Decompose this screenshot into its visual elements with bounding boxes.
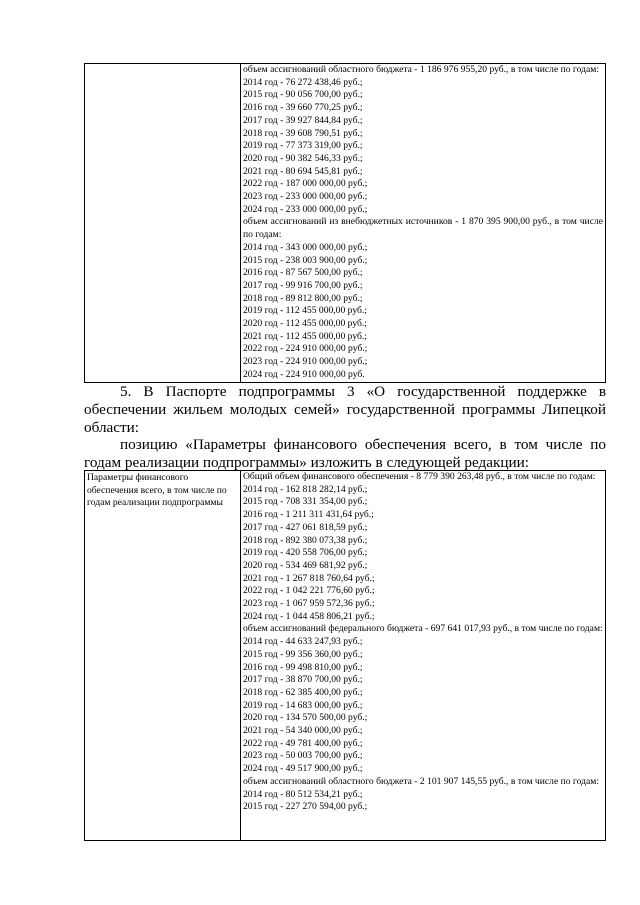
year-line: 2019 год - 420 558 706,00 руб.; [243, 547, 368, 559]
budget-summary-line: Общий объем финансового обеспечения - 8 779 390 263,48 руб., в том числе по годам: [243, 471, 596, 482]
year-line: 2022 год - 187 000 000,00 руб.; [243, 178, 368, 190]
year-line: 2014 год - 343 000 000,00 руб.; [243, 241, 368, 253]
year-line: 2024 год - 1 044 458 806,21 руб.; [243, 610, 375, 622]
year-line: 2016 год - 87 567 500,00 руб.; [243, 267, 363, 279]
year-line: 2017 год - 99 916 700,00 руб.; [243, 279, 363, 291]
amendment-paragraph: 5. В Паспорте подпрограммы 3 «О государственной поддержке в обеспечении жильем молодых семей» государственной программы Липецкой области: [84, 383, 606, 436]
year-line: 2018 год - 89 812 800,00 руб.; [243, 292, 363, 304]
year-line: 2023 год - 1 067 959 572,36 руб.; [243, 598, 375, 610]
year-line: 2019 год - 112 455 000,00 руб.; [243, 305, 367, 317]
year-line: 2014 год - 80 512 534,21 руб.; [243, 788, 363, 800]
year-line: 2015 год - 238 003 900,00 руб.; [243, 254, 368, 266]
year-line: 2023 год - 233 000 000,00 руб.; [243, 191, 368, 203]
year-line: 2021 год - 1 267 818 760,64 руб.; [243, 572, 375, 584]
year-line: 2022 год - 49 781 400,00 руб.; [243, 737, 363, 749]
year-line: 2018 год - 892 380 073,38 руб.; [243, 534, 368, 546]
table-right-cell [241, 471, 605, 840]
year-line: 2016 год - 99 498 810,00 руб.; [243, 661, 363, 673]
year-line: 2014 год - 44 633 247,93 руб.; [243, 636, 363, 648]
year-line: 2024 год - 233 000 000,00 руб.; [243, 203, 368, 215]
year-line: 2020 год - 112 455 000,00 руб.; [243, 318, 367, 330]
year-line: 2024 год - 49 517 900,00 руб.; [243, 763, 363, 775]
year-line: 2015 год - 90 056 700,00 руб.; [243, 89, 363, 101]
year-line: 2014 год - 162 818 282,14 руб.; [243, 483, 368, 495]
instruction-paragraph: позицию «Параметры финансового обеспечения всего, в том числе по годам реализации подпрограммы» изложить в следующей редакции: [84, 436, 606, 471]
budget-summary-line: объем ассигнований федерального бюджета - 697 641 017,93 руб., в том числе по годам: [243, 623, 603, 635]
budget-summary-line: объем ассигнований областного бюджета - 1 186 976 955,20 руб., в том числе по годам: [243, 64, 600, 75]
budget-summary-line: объем ассигнований из внебюджетных источников - 1 870 395 900,00 руб., в том числе по годам: [243, 216, 603, 241]
financing-table-continuation [84, 63, 606, 383]
year-line: 2022 год - 1 042 221 776,60 руб.; [243, 585, 375, 597]
table-right-cell [241, 64, 605, 382]
table-left-cell-empty [85, 64, 241, 382]
year-line: 2019 год - 14 683 000,00 руб.; [243, 699, 363, 711]
year-line: 2020 год - 134 570 500,00 руб.; [243, 712, 368, 724]
year-line: 2017 год - 39 927 844,84 руб.; [243, 114, 363, 126]
year-line: 2022 год - 224 910 000,00 руб.; [243, 343, 368, 355]
year-line: 2016 год - 1 211 311 431,64 руб.; [243, 509, 374, 521]
year-line: 2024 год - 224 910 000,00 руб. [243, 368, 365, 380]
parameters-label: Параметры финансового обеспечения всего, в том числе по годам реализации подпрограммы [87, 472, 227, 509]
year-line: 2019 год - 77 373 319,00 руб.; [243, 140, 363, 152]
year-line: 2023 год - 224 910 000,00 руб.; [243, 356, 368, 368]
year-line: 2020 год - 534 469 681,92 руб.; [243, 559, 368, 571]
year-line: 2020 год - 90 382 546,33 руб.; [243, 152, 363, 164]
year-line: 2017 год - 38 870 700,00 руб.; [243, 674, 363, 686]
budget-summary-line: объем ассигнований областного бюджета - 2 101 907 145,55 руб., в том числе по годам: [243, 775, 600, 787]
financing-parameters-table [84, 470, 606, 841]
year-line: 2018 год - 39 608 790,51 руб.; [243, 127, 363, 139]
year-line: 2018 год - 62 385 400,00 руб.; [243, 686, 363, 698]
year-line: 2021 год - 112 455 000,00 руб.; [243, 330, 367, 342]
year-line: 2021 год - 54 340 000,00 руб.; [243, 725, 363, 737]
table-left-cell [85, 471, 241, 840]
year-line: 2021 год - 80 694 545,81 руб.; [243, 165, 363, 177]
year-line: 2014 год - 76 272 438,46 руб.; [243, 76, 363, 88]
year-line: 2015 год - 708 331 354,00 руб.; [243, 496, 368, 508]
year-line: 2016 год - 39 660 770,25 руб.; [243, 102, 363, 114]
year-line: 2015 год - 227 270 594,00 руб.; [243, 801, 368, 813]
year-line: 2023 год - 50 003 700,00 руб.; [243, 750, 363, 762]
year-line: 2017 год - 427 061 818,59 руб.; [243, 521, 368, 533]
year-line: 2015 год - 99 356 360,00 руб.; [243, 648, 363, 660]
